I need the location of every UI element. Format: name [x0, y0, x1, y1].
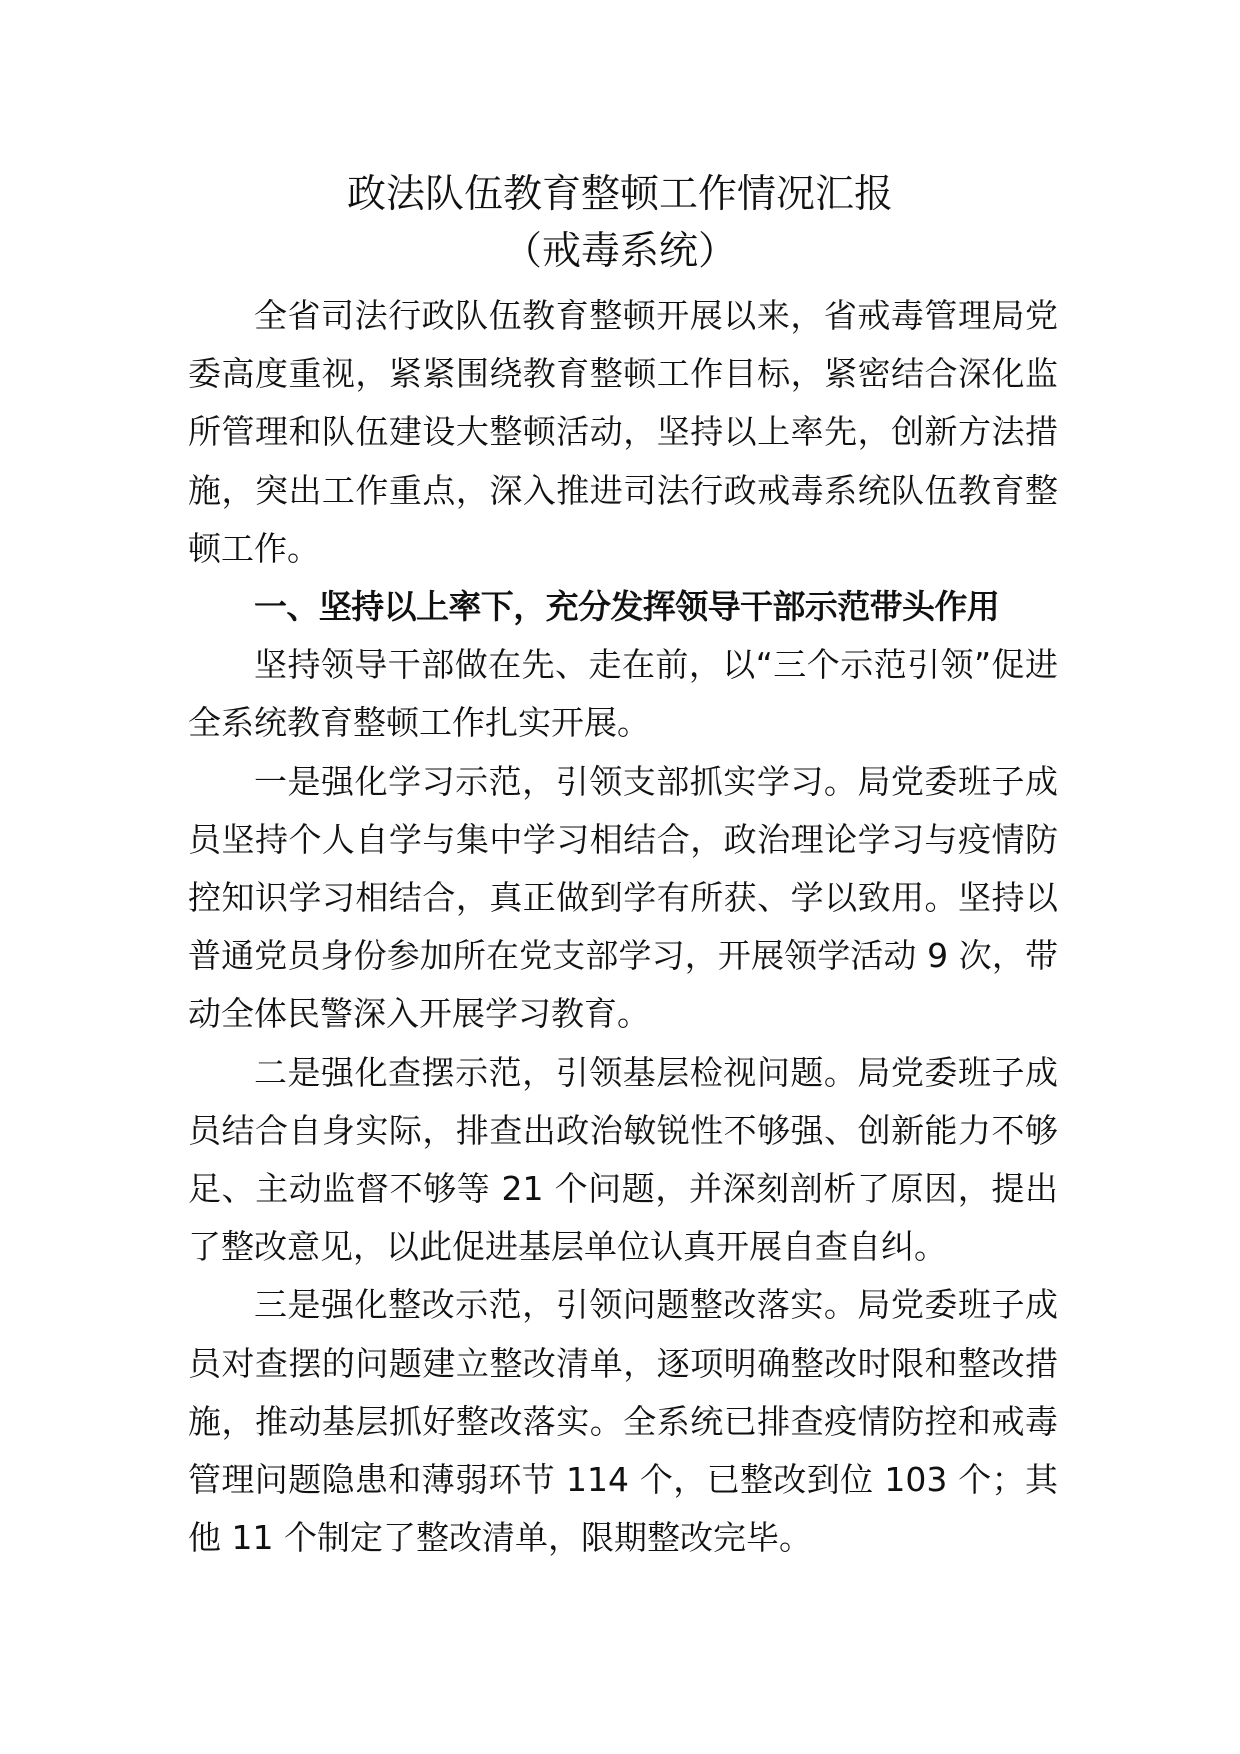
intro-paragraph: 全省司法行政队伍教育整顿开展以来，省戒毒管理局党委高度重视，紧紧围绕教育整顿工作目标，紧密结合深化监所管理和队伍建设大整顿活动，坚持以上率先，创新方法措施，突出工作重点，深入推进司法行政戒毒系统队伍教育整顿工作。 — [188, 296, 1058, 568]
section-intro-paragraph: 坚持领导干部做在先、走在前，以“三个示范引领”促进全系统教育整顿工作扎实开展。 — [188, 645, 1058, 743]
document-title: 政法队伍教育整顿工作情况汇报 — [346, 172, 893, 217]
study-demonstration-paragraph: 一是强化学习示范，引领支部抓实学习。局党委班子成员坚持个人自学与集中学习相结合，政治理论学习与疫情防控知识学习相结合，真正做到学有所获、学以致用。坚持以普通党员身份参加所在党支部学习，开展领学活动 9 次，带动全体民警深入开展学习教育。 — [188, 761, 1058, 1034]
rectification-demonstration-paragraph: 三是强化整改示范，引领问题整改落实。局党委班子成员对查摆的问题建立整改清单，逐项明确整改时限和整改措施，推动基层抓好整改落实。全系统已排查疫情防控和戒毒管理问题隐患和薄弱环节 114 个，已整改到位 103 个；其他 11 个制定了整改清单，限期整改完毕。 — [188, 1285, 1058, 1558]
inspection-demonstration-paragraph: 二是强化查摆示范，引领基层检视问题。局党委班子成员结合自身实际，排查出政治敏锐性不够强、创新能力不够足、主动监督不够等 21 个问题，并深刻剖析了原因，提出了整改意见，以此促进基层单位认真开展自查自纠。 — [188, 1052, 1058, 1267]
document-body — [188, 287, 1058, 1567]
section-heading-1: 一、坚持以上率下，充分发挥领导干部示范带头作用 — [254, 587, 1000, 627]
document-subtitle: （戒毒系统） — [502, 229, 737, 274]
